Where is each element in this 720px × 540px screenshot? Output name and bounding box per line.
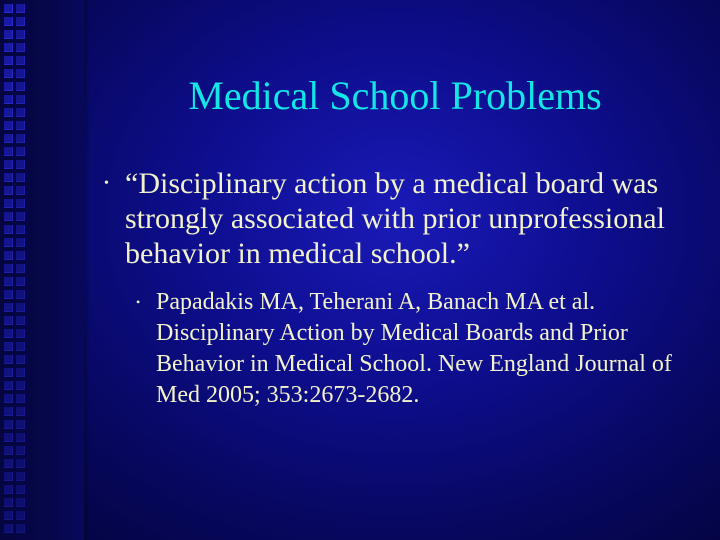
decorative-square (16, 381, 25, 390)
decorative-square (16, 459, 25, 468)
decorative-square (4, 394, 13, 403)
decorative-squares (0, 0, 84, 540)
decorative-square (4, 17, 13, 26)
decorative-square (16, 251, 25, 260)
decorative-square (4, 329, 13, 338)
decorative-square (16, 303, 25, 312)
decorative-square (4, 355, 13, 364)
decorative-square (16, 160, 25, 169)
decorative-square (16, 290, 25, 299)
decorative-square (16, 108, 25, 117)
decorative-left-strip (0, 0, 84, 540)
decorative-square (4, 212, 13, 221)
decorative-square (16, 368, 25, 377)
decorative-square (4, 524, 13, 533)
decorative-square (4, 199, 13, 208)
decorative-square (16, 511, 25, 520)
decorative-square (4, 134, 13, 143)
decorative-square (4, 472, 13, 481)
decorative-square (16, 17, 25, 26)
decorative-square (16, 329, 25, 338)
decorative-square (4, 511, 13, 520)
decorative-square (4, 433, 13, 442)
decorative-square (16, 394, 25, 403)
main-bullet-text: “Disciplinary action by a medical board was strongly associated with prior unprofessional behavior in medical school.” (125, 167, 665, 270)
decorative-square (4, 43, 13, 52)
decorative-square (4, 121, 13, 130)
decorative-square (4, 316, 13, 325)
decorative-square (4, 303, 13, 312)
decorative-square (16, 30, 25, 39)
decorative-square (16, 316, 25, 325)
decorative-square (16, 134, 25, 143)
decorative-square (4, 420, 13, 429)
decorative-square (4, 446, 13, 455)
bullet-marker: • (104, 176, 109, 191)
sub-bullet (136, 287, 706, 411)
decorative-square (16, 212, 25, 221)
decorative-square (16, 524, 25, 533)
decorative-square (16, 173, 25, 182)
decorative-square (4, 459, 13, 468)
decorative-square (4, 264, 13, 273)
decorative-square (16, 56, 25, 65)
decorative-square (4, 381, 13, 390)
decorative-square (16, 121, 25, 130)
decorative-square (16, 355, 25, 364)
decorative-square (4, 498, 13, 507)
decorative-square (4, 173, 13, 182)
decorative-square (4, 82, 13, 91)
decorative-square (16, 147, 25, 156)
decorative-square (4, 290, 13, 299)
decorative-square (4, 160, 13, 169)
decorative-square (16, 485, 25, 494)
main-bullet (104, 166, 694, 271)
decorative-square (4, 30, 13, 39)
decorative-square (4, 485, 13, 494)
decorative-square (4, 225, 13, 234)
decorative-square (16, 4, 25, 13)
decorative-square (16, 238, 25, 247)
decorative-square (4, 277, 13, 286)
decorative-square (16, 264, 25, 273)
decorative-square (4, 251, 13, 260)
decorative-square (4, 238, 13, 247)
decorative-square (4, 56, 13, 65)
decorative-square (16, 472, 25, 481)
decorative-square (16, 43, 25, 52)
decorative-square (4, 407, 13, 416)
decorative-square (16, 420, 25, 429)
decorative-square (4, 186, 13, 195)
decorative-square (16, 277, 25, 286)
decorative-square (4, 95, 13, 104)
decorative-square (4, 368, 13, 377)
decorative-square (4, 69, 13, 78)
decorative-square (16, 69, 25, 78)
decorative-square (16, 407, 25, 416)
decorative-square (16, 95, 25, 104)
decorative-square (16, 225, 25, 234)
decorative-square (16, 82, 25, 91)
decorative-square (16, 199, 25, 208)
decorative-square (4, 342, 13, 351)
decorative-square (4, 4, 13, 13)
decorative-square (16, 342, 25, 351)
decorative-square (4, 108, 13, 117)
sub-bullet-marker: • (136, 295, 141, 309)
decorative-square (4, 147, 13, 156)
decorative-square (16, 186, 25, 195)
slide-title: Medical School Problems (188, 73, 602, 118)
decorative-square (16, 433, 25, 442)
decorative-square (16, 498, 25, 507)
decorative-square (16, 446, 25, 455)
citation-text: Papadakis MA, Teherani A, Banach MA et al. Disciplinary Action by Medical Boards and Prior Behavior in Medical School. New England Journal of Med 2005; 353:2673-2682. (156, 289, 672, 408)
